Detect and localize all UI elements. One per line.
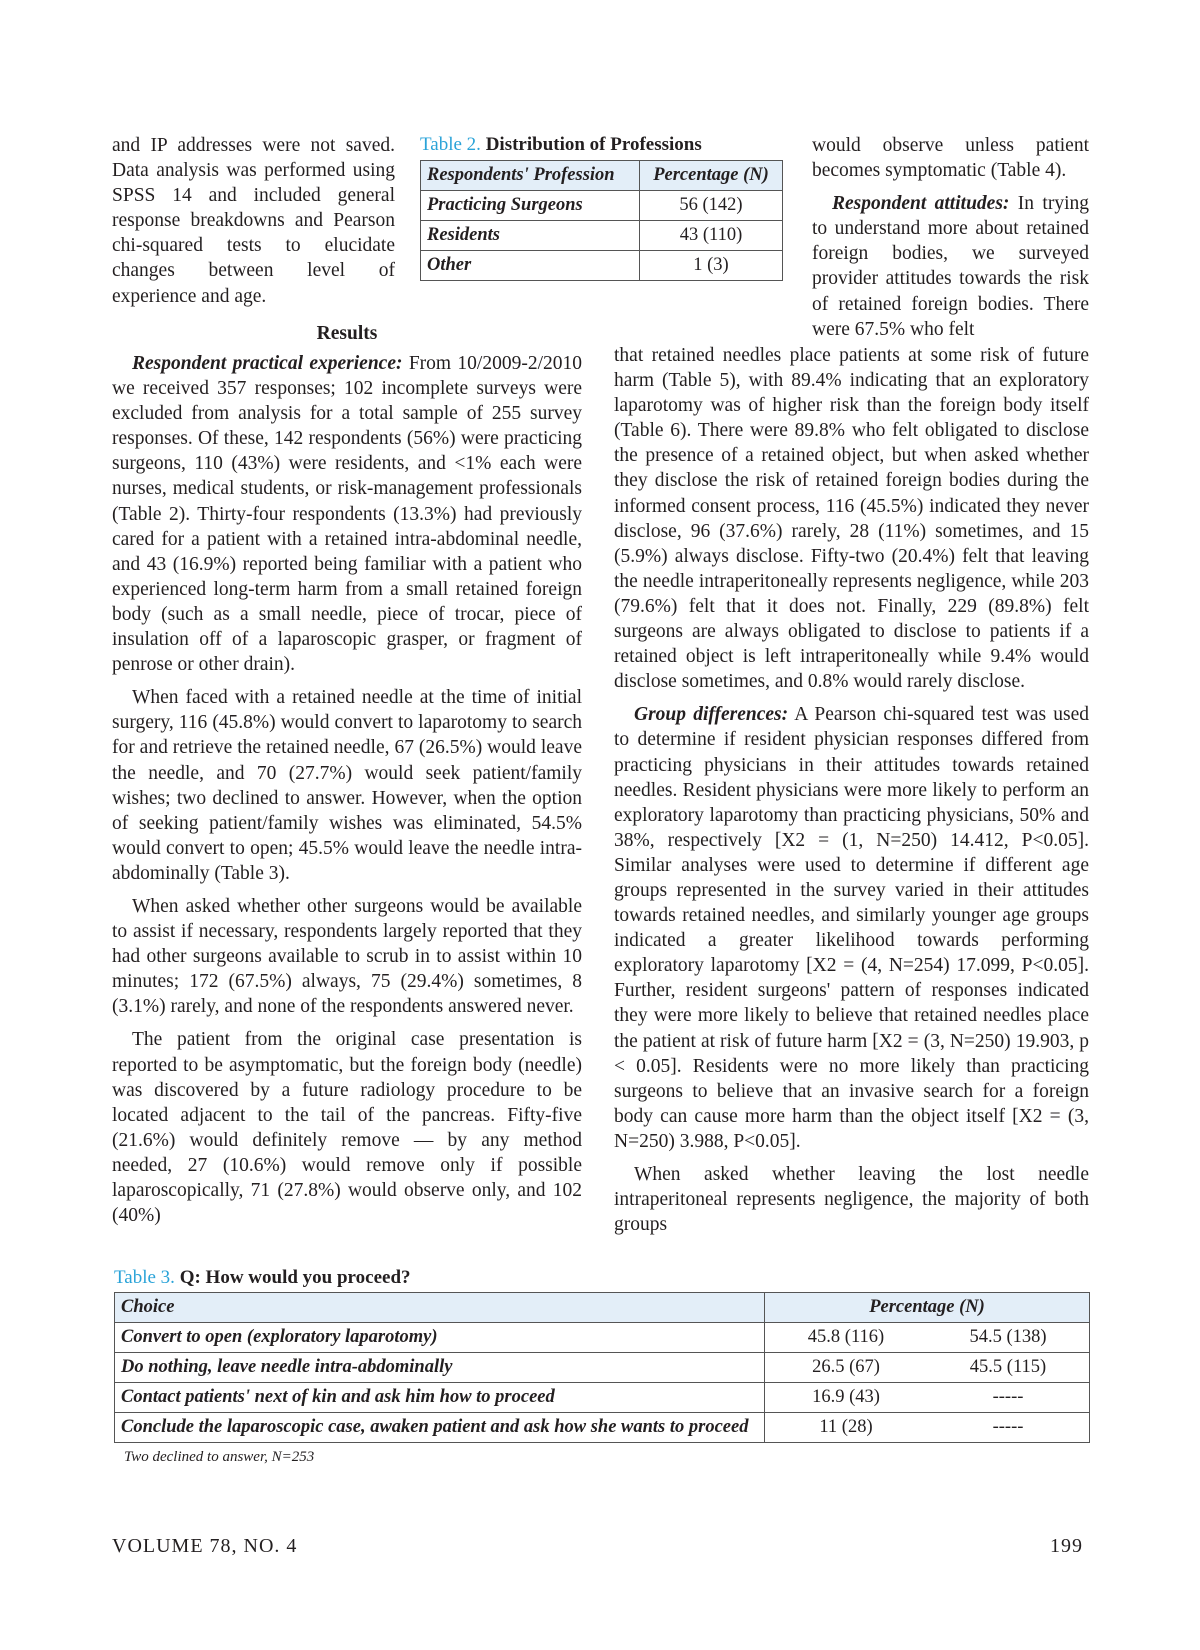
table-cell: -----: [927, 1413, 1090, 1443]
right-column-body: [614, 343, 1089, 1237]
results-heading: Results: [316, 323, 378, 344]
table-cell: Residents: [421, 221, 640, 251]
table-row: [115, 1353, 1090, 1383]
paragraph-attitudes-start: Respondent attitudes: In trying to understand more about retained foreign bodies, we surveyed provider attitudes towards the risk of retained foreign bodies. There were 67.5% who felt: [812, 193, 1089, 340]
table2-title: Distribution of Professions: [485, 134, 702, 155]
table-cell: 26.5 (67): [765, 1353, 928, 1383]
paragraph-other-surgeons: When asked whether other surgeons would be available to assist if necessary, respondents largely reported that they had other surgeons available to scrub in to assist within 10 minutes; 172 (67.5%) always, 75 (29.4%) sometimes, 8 (3.1%) rarely, and none of the respondents answered never.: [112, 895, 582, 1018]
paragraph-attitudes-continued: that retained needles place patients at some risk of future harm (Table 5), with 89.4% indicating that an exploratory laparotomy was of higher risk than the foreign body itself (Table 6). There were 89.8% who felt obligated to disclose the presence of a retained object, but when asked whether they disclose the risk of retained foreign bodies during the informed consent process, 116 (45.5%) indicated they never disclose, 96 (37.6%) rarely, 28 (11%) sometimes, and 15 (5.9%) always disclose. Fifty-two (20.4%) felt that leaving the needle intraperitoneally represents negligence, while 203 (79.6%) felt that it does not. Finally, 229 (89.8%) felt surgeons are always obligated to disclose to patients if a retained object is left intraperitoneally while 9.4% would disclose sometimes, and 0.8% would rarely disclose.: [614, 345, 1089, 693]
footer-page-number: 199: [1050, 1535, 1083, 1557]
table-cell: 16.9 (43): [765, 1383, 928, 1413]
paragraph-group-differences: Group differences: A Pearson chi-squared test was used to determine if resident physician responses differed from practicing physicians in their attitudes towards retained needles. Resident physicians were more likely to perform an exploratory laparotomy than practicing physicians, 50% and 38%, respectively [X2 = (1, N=250) 14.412, P<0.05]. Similar analyses were used to determine if different age groups represented in the survey varied in their attitudes towards retained needles, and similarly younger age groups indicated a greater likelihood towards performing exploratory laparotomy [X2 = (4, N=254) 17.099, P<0.05]. Further, resident surgeons' pattern of responses indicated they were more likely to believe that retained needles place the patient at risk of future harm [X2 = (3, N=250) 19.903, p < 0.05]. Residents were no more likely than practicing surgeons to believe that an invasive search for a foreign body can cause more harm than the object itself [X2 = (3, N=250) 3.988, P<0.05].: [614, 704, 1089, 1152]
table3-title: Q: How would you proceed?: [179, 1267, 411, 1288]
table-cell: Contact patients' next of kin and ask him how to proceed: [115, 1383, 765, 1413]
table-cell: Conclude the laparoscopic case, awaken patient and ask how she wants to proceed: [115, 1413, 765, 1443]
table-row: [115, 1323, 1090, 1353]
table3-label: Table 3.: [114, 1267, 175, 1288]
paragraph-case-presentation: The patient from the original case presentation is reported to be asymptomatic, but the foreign body (needle) was discovered by a future radiology procedure to be located adjacent to the tail of the pancreas. Fifty-five (21.6%) would definitely remove — by any method needed, 27 (10.6%) would remove only if possible laparoscopically, 71 (27.8%) would observe only, and 102 (40%): [112, 1029, 582, 1227]
table2-header-profession: Respondents' Profession: [421, 161, 640, 191]
paragraph-lead: Respondent practical experience:: [132, 353, 403, 374]
paragraph-negligence: When asked whether leaving the lost needle intraperitoneal represents negligence, the majority of both groups: [614, 1164, 1089, 1236]
table2-header-percentage: Percentage (N): [640, 161, 783, 191]
table3-header-choice: Choice: [115, 1293, 765, 1323]
left-column-body: [112, 351, 582, 1228]
table-cell: 11 (28): [765, 1413, 928, 1443]
table-cell: 45.5 (115): [927, 1353, 1090, 1383]
table-cell: 43 (110): [640, 221, 783, 251]
table2-caption: [420, 133, 783, 157]
table-cell: 45.8 (116): [765, 1323, 928, 1353]
table-cell: Practicing Surgeons: [421, 191, 640, 221]
table2: [420, 160, 783, 281]
paragraph-lead: Group differences:: [634, 704, 789, 726]
table3: [114, 1292, 1090, 1443]
intro-text: [112, 133, 395, 309]
paragraph-observe: would observe unless patient becomes symptomatic (Table 4).: [812, 135, 1089, 182]
results-heading-block: [112, 323, 582, 345]
intro-paragraph: and IP addresses were not saved. Data analysis was performed using SPSS 14 and included general response breakdowns and Pearson chi-squared tests to elucidate changes between level of experience and age.: [112, 135, 395, 307]
table-cell: 54.5 (138): [927, 1323, 1090, 1353]
paragraph-practical-experience: Respondent practical experience: From 10/2009-2/2010 we received 357 responses; 102 incomplete surveys were excluded from analysis for a total sample of 255 survey responses. Of these, 142 respondents (56%) were practicing surgeons, 110 (43%) were residents, and <1% each were nurses, medical students, or risk-management professionals (Table 2). Thirty-four respondents (13.3%) had previously cared for a patient with a retained intra-abdominal needle, and 43 (16.9%) reported being familiar with a patient who experienced long-term harm from a small retained foreign body (such as a small needle, piece of trocar, piece of insulation off of a laparoscopic grasper, or fragment of penrose or other drain).: [112, 353, 582, 676]
table-row: [115, 1293, 1090, 1323]
table-cell: Convert to open (exploratory laparotomy): [115, 1323, 765, 1353]
table3-block: [114, 1266, 1090, 1466]
paragraph-lead: Respondent attitudes:: [832, 193, 1010, 215]
right-column-top: [812, 133, 1089, 342]
table2-block: [420, 133, 783, 281]
table-row: [115, 1413, 1090, 1443]
table-row: [421, 191, 783, 221]
table-row: [115, 1383, 1090, 1413]
table-cell: Other: [421, 251, 640, 281]
footer-volume: VOLUME 78, NO. 4: [112, 1535, 298, 1557]
table-cell: Do nothing, leave needle intra-abdominally: [115, 1353, 765, 1383]
table-cell: 1 (3): [640, 251, 783, 281]
table3-caption: [114, 1266, 1090, 1290]
table3-note: Two declined to answer, N=253: [124, 1449, 315, 1465]
paragraph-retained-needle: When faced with a retained needle at the time of initial surgery, 116 (45.8%) would convert to laparotomy to search for and retrieve the retained needle, 67 (26.5%) would leave the needle, and 70 (27.7%) would seek patient/family wishes; two declined to answer. However, when the option of seeking patient/family wishes was eliminated, 54.5% would convert to open; 45.5% would leave the needle intra-abdominally (Table 3).: [112, 687, 582, 884]
table-cell: -----: [927, 1383, 1090, 1413]
table-cell: 56 (142): [640, 191, 783, 221]
table2-label: Table 2.: [420, 134, 481, 155]
table3-header-percentage: Percentage (N): [765, 1293, 1090, 1323]
table-row: [421, 161, 783, 191]
table-row: [421, 251, 783, 281]
table-row: [421, 221, 783, 251]
